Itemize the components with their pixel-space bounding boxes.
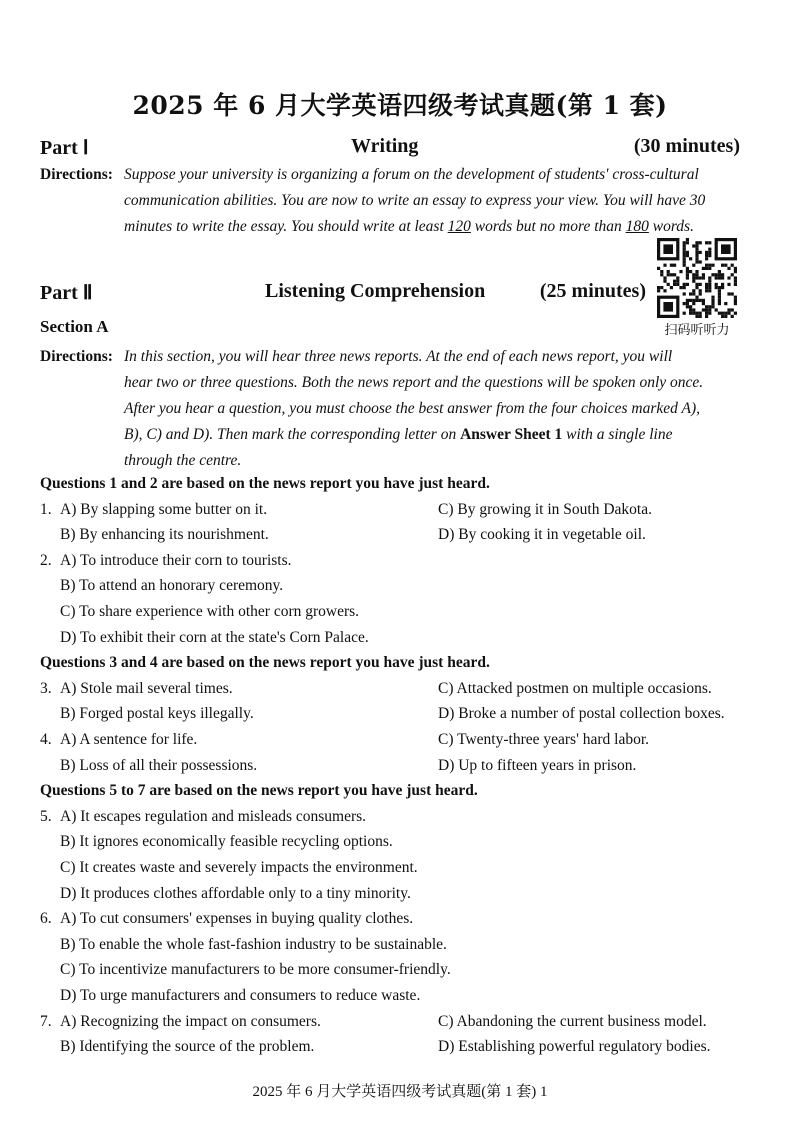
part-2-directions xyxy=(40,344,745,474)
part-2-name: Listening Comprehension xyxy=(265,280,486,302)
answer-option: C) Abandoning the current business model. xyxy=(438,1012,707,1030)
question-number: 4. xyxy=(40,731,52,748)
directions-label: Directions: xyxy=(40,166,113,183)
part-1-name: Writing xyxy=(351,135,419,157)
answer-option: A) Stole mail several times. xyxy=(60,679,233,697)
answer-option: B) Identifying the source of the problem. xyxy=(60,1038,315,1056)
directions-line: In this section, you will hear three news reports. At the end of each news report, you will xyxy=(124,348,673,365)
answer-option: C) To incentivize manufacturers to be more consumer-friendly. xyxy=(60,961,451,979)
directions-label: Directions: xyxy=(40,348,113,365)
part-2-time: (25 minutes) xyxy=(539,280,646,302)
answer-option: A) Recognizing the impact on consumers. xyxy=(60,1012,321,1030)
answer-option: D) Establishing powerful regulatory bodies. xyxy=(438,1038,711,1056)
answer-option: C) By growing it in South Dakota. xyxy=(438,500,652,518)
answer-sheet-label: Answer Sheet 1 xyxy=(460,426,563,443)
answer-option: A) To introduce their corn to tourists. xyxy=(60,551,292,569)
question-group-heading: Questions 5 to 7 are based on the news report you have just heard. xyxy=(40,782,478,800)
answer-option: C) Twenty-three years' hard labor. xyxy=(438,731,650,748)
question-group-heading: Questions 1 and 2 are based on the news report you have just heard. xyxy=(40,475,490,492)
question-number: 1. xyxy=(40,500,52,518)
qr-code-icon[interactable] xyxy=(657,238,737,318)
answer-option: A) By slapping some butter on it. xyxy=(60,500,268,518)
word-count: 180 xyxy=(625,218,649,235)
directions-line: through the centre. xyxy=(124,452,242,469)
directions-line: B), C) and D). Then mark the corresponding letter on Answer Sheet 1 with a single line xyxy=(124,426,673,443)
part-1-label: Part Ⅰ xyxy=(40,137,89,159)
part-2-label: Part Ⅱ xyxy=(40,282,93,304)
question-number: 3. xyxy=(40,679,52,697)
answer-option: A) A sentence for life. xyxy=(60,731,198,748)
part-1-header xyxy=(40,135,740,161)
answer-option: D) Up to fifteen years in prison. xyxy=(438,756,637,774)
answer-option: C) To share experience with other corn growers. xyxy=(60,603,360,620)
answer-option: B) By enhancing its nourishment. xyxy=(60,526,269,544)
section-a-heading: Section A xyxy=(40,317,109,336)
answer-option: D) Broke a number of postal collection boxes. xyxy=(438,705,725,723)
question-number: 5. xyxy=(40,807,52,825)
answer-option: D) To exhibit their corn at the state's Corn Palace. xyxy=(60,628,369,646)
part-1-directions xyxy=(40,162,745,242)
answer-option: D) By cooking it in vegetable oil. xyxy=(438,526,646,544)
question-number: 6. xyxy=(40,910,52,928)
answer-option: D) To urge manufacturers and consumers to reduce waste. xyxy=(60,987,421,1004)
part-1-directions-text xyxy=(124,162,745,240)
answer-option: B) Forged postal keys illegally. xyxy=(60,705,254,723)
question-group-heading: Questions 3 and 4 are based on the news report you have just heard. xyxy=(40,654,490,672)
qr-caption: 扫码听听力 xyxy=(664,323,730,338)
answer-option: A) To cut consumers' expenses in buying quality clothes. xyxy=(60,910,414,928)
answer-option: D) It produces clothes affordable only to a tiny minority. xyxy=(60,884,411,902)
answer-option: A) It escapes regulation and misleads consumers. xyxy=(60,807,367,825)
answer-option: B) To attend an honorary ceremony. xyxy=(60,577,284,595)
page-title: 2025 年 6 月大学英语四级考试真题(第 1 套) xyxy=(132,91,668,120)
answer-option: C) It creates waste and severely impacts the environment. xyxy=(60,859,418,876)
part-1-time: (30 minutes) xyxy=(633,135,740,157)
part-2-header xyxy=(40,280,646,306)
part-2-directions-text xyxy=(124,344,745,474)
directions-line: Suppose your university is organizing a forum on the development of students' cross-cultural xyxy=(124,166,699,183)
question-number: 2. xyxy=(40,551,52,569)
page-footer: 2025 年 6 月大学英语四级考试真题(第 1 套) 1 xyxy=(252,1084,548,1100)
question-number: 7. xyxy=(40,1012,52,1030)
directions-line: communication abilities. You are now to write an essay to express your view. You will have 30 xyxy=(124,192,706,209)
answer-option: B) It ignores economically feasible recycling options. xyxy=(60,833,393,851)
directions-line: hear two or three questions. Both the news report and the questions will be spoken only once. xyxy=(124,374,704,391)
answer-option: B) Loss of all their possessions. xyxy=(60,756,258,774)
directions-line: After you hear a question, you must choose the best answer from the four choices marked A), xyxy=(124,400,700,417)
word-count: 120 xyxy=(447,218,471,235)
directions-line: minutes to write the essay. You should write at least 120 words but no more than 180 words. xyxy=(124,218,694,235)
answer-option: C) Attacked postmen on multiple occasions. xyxy=(438,679,712,697)
answer-option: B) To enable the whole fast-fashion industry to be sustainable. xyxy=(60,935,447,953)
